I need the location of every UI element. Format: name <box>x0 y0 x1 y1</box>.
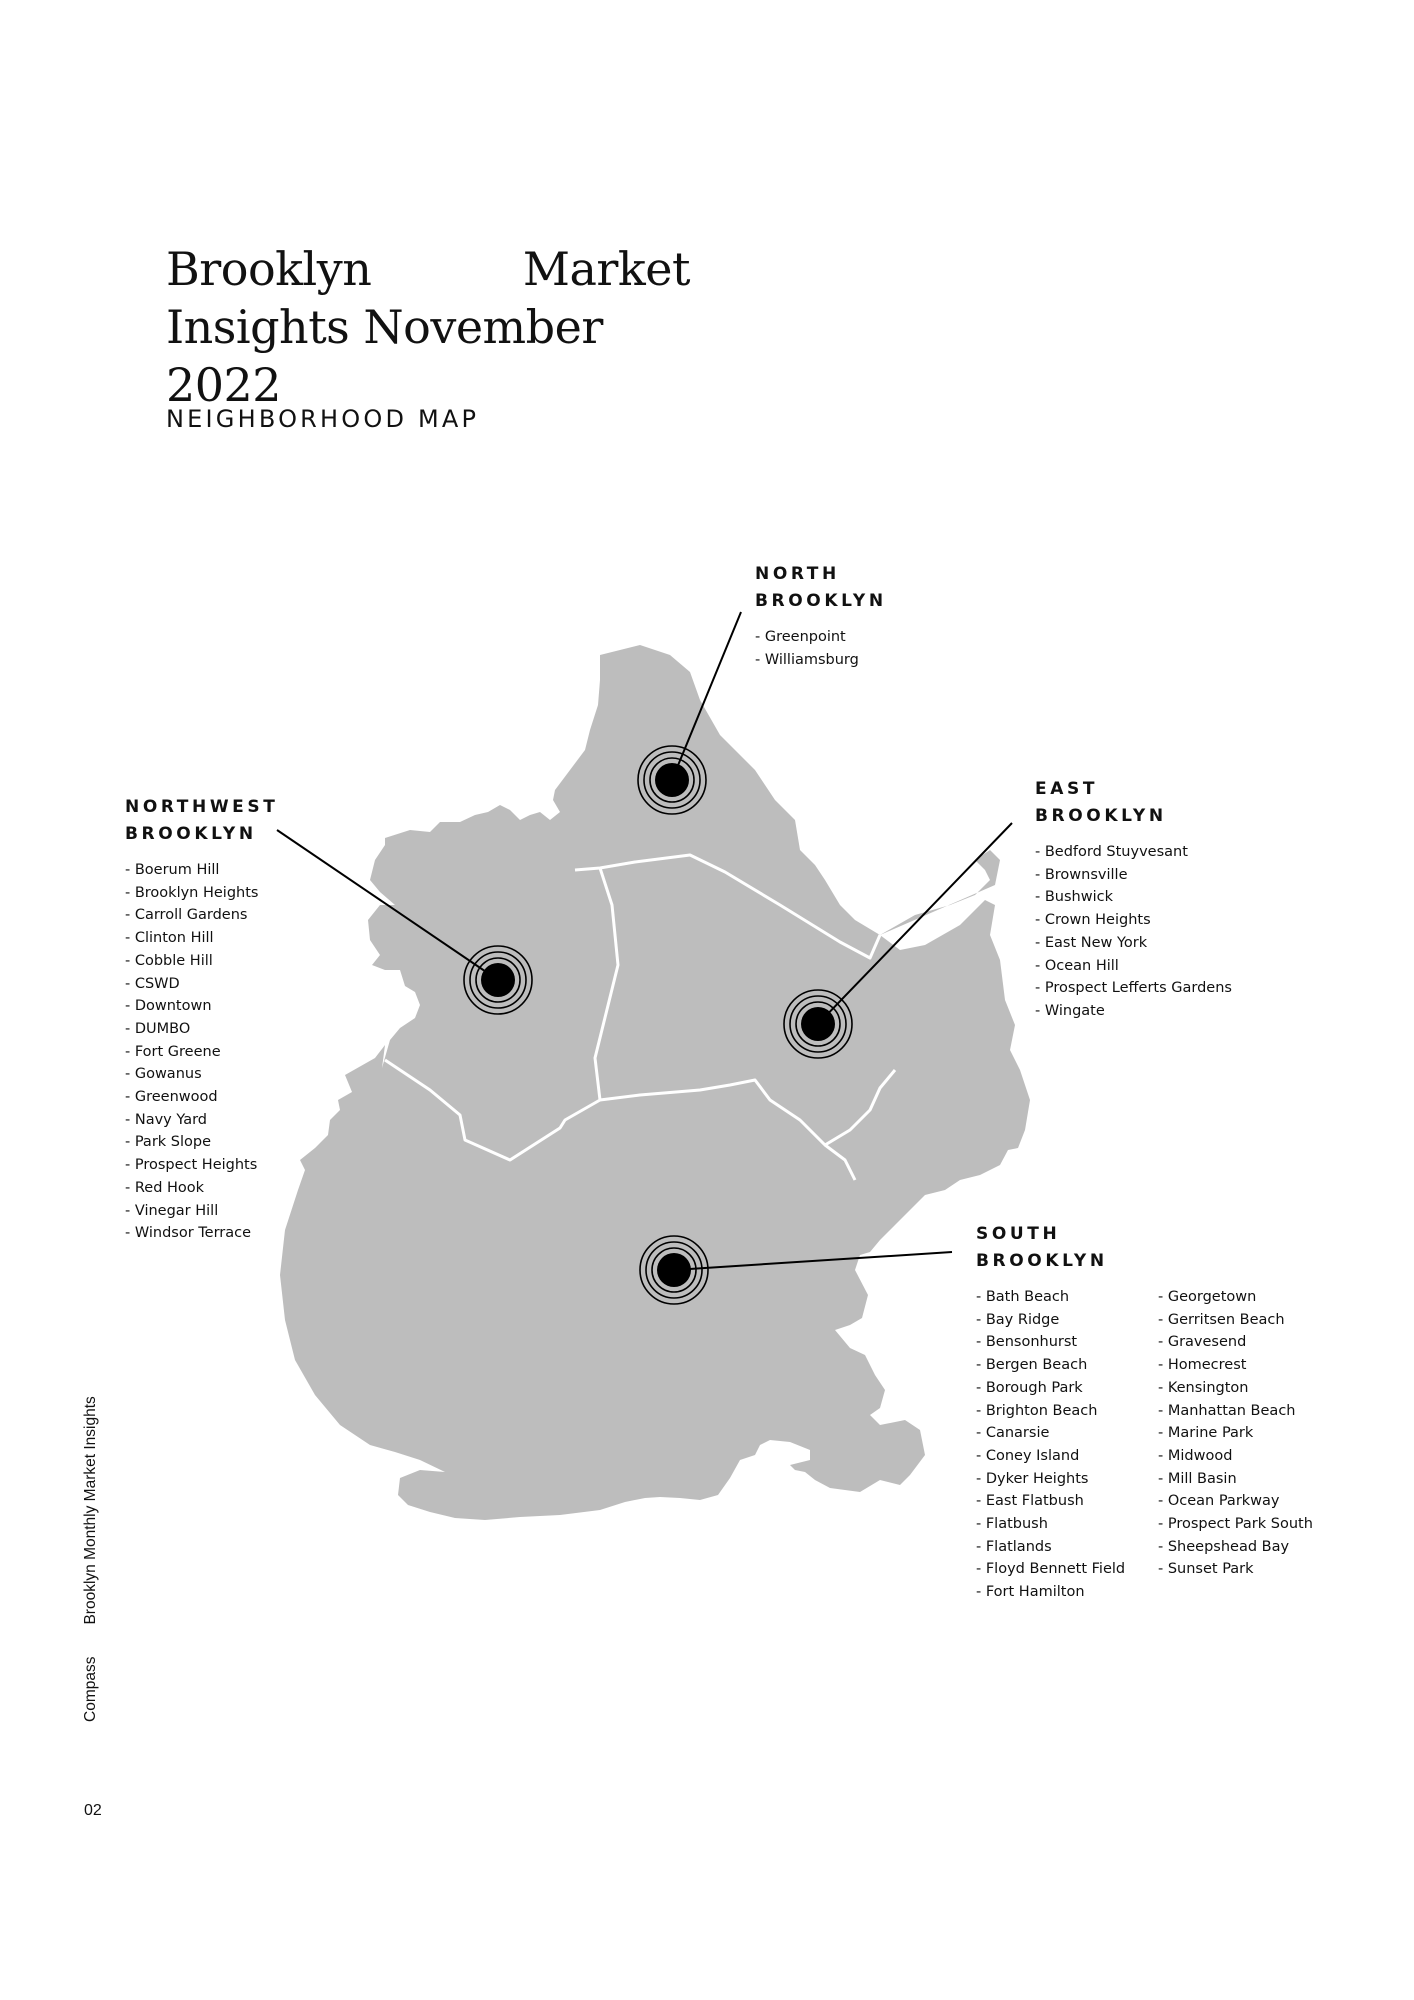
region-east-heading: EAST BROOKLYN <box>1035 779 1167 826</box>
neighborhood-item: - Canarsie <box>976 1422 1158 1445</box>
neighborhood-item: - Wingate <box>1035 1000 1232 1023</box>
neighborhood-item: - Fort Greene <box>125 1041 278 1064</box>
neighborhood-item: - Vinegar Hill <box>125 1200 278 1223</box>
neighborhood-item: - East Flatbush <box>976 1490 1158 1513</box>
neighborhood-item: - Flatbush <box>976 1513 1158 1536</box>
region-north-heading: NORTH BROOKLYN <box>755 564 887 611</box>
brand-name: Compass <box>82 1656 99 1722</box>
neighborhood-item: - Brownsville <box>1035 864 1232 887</box>
marker-dot-south <box>657 1253 691 1287</box>
neighborhood-item: - Floyd Bennett Field <box>976 1558 1158 1581</box>
neighborhood-item: - Navy Yard <box>125 1109 278 1132</box>
neighborhood-item: - Bath Beach <box>976 1286 1158 1309</box>
neighborhood-item: - DUMBO <box>125 1018 278 1041</box>
title-word-brooklyn: Brooklyn <box>166 242 372 296</box>
neighborhood-item: - Ocean Hill <box>1035 955 1232 978</box>
neighborhood-item: - Crown Heights <box>1035 909 1232 932</box>
neighborhood-item: - CSWD <box>125 973 278 996</box>
marker-east <box>784 823 1012 1058</box>
neighborhood-item: - Sunset Park <box>1158 1558 1313 1581</box>
neighborhood-item: - Park Slope <box>125 1131 278 1154</box>
neighborhood-item: - Carroll Gardens <box>125 904 278 927</box>
neighborhood-item: - Midwood <box>1158 1445 1313 1468</box>
marker-south <box>640 1236 952 1304</box>
neighborhood-item: - Red Hook <box>125 1177 278 1200</box>
neighborhood-item: - Gerritsen Beach <box>1158 1309 1313 1332</box>
neighborhood-item: - Kensington <box>1158 1377 1313 1400</box>
leader-line-east <box>818 823 1012 1024</box>
region-south-list-col2 <box>1158 1286 1313 1604</box>
region-northwest-heading: NORTHWEST BROOKLYN <box>125 797 279 844</box>
neighborhood-item: - Gowanus <box>125 1063 278 1086</box>
neighborhood-item: - Bushwick <box>1035 886 1232 909</box>
neighborhood-item: - Prospect Lefferts Gardens <box>1035 977 1232 1000</box>
neighborhood-item: - Sheepshead Bay <box>1158 1536 1313 1559</box>
neighborhood-item: - Downtown <box>125 995 278 1018</box>
marker-north <box>638 612 741 814</box>
neighborhood-item: - Prospect Park South <box>1158 1513 1313 1536</box>
region-northwest-list <box>125 859 278 1245</box>
region-south <box>976 1221 1313 1604</box>
marker-dot-north <box>655 763 689 797</box>
neighborhood-item: - Marine Park <box>1158 1422 1313 1445</box>
region-south-heading: SOUTH BROOKLYN <box>976 1224 1108 1271</box>
neighborhood-item: - Windsor Terrace <box>125 1222 278 1245</box>
neighborhood-item: - Cobble Hill <box>125 950 278 973</box>
neighborhood-item: - Borough Park <box>976 1377 1158 1400</box>
neighborhood-item: - Manhattan Beach <box>1158 1400 1313 1423</box>
neighborhood-item: - Flatlands <box>976 1536 1158 1559</box>
neighborhood-item: - Ocean Parkway <box>1158 1490 1313 1513</box>
neighborhood-item: - Bay Ridge <box>976 1309 1158 1332</box>
region-south-list-col1 <box>976 1286 1158 1604</box>
title-word-market: Market <box>522 242 690 296</box>
page-number: 02 <box>84 1802 102 1819</box>
neighborhood-item: - East New York <box>1035 932 1232 955</box>
region-north <box>755 561 887 671</box>
neighborhood-item: - Coney Island <box>976 1445 1158 1468</box>
neighborhood-item: - Mill Basin <box>1158 1468 1313 1491</box>
marker-northwest <box>277 830 532 1014</box>
marker-dot-east <box>801 1007 835 1041</box>
region-north-list <box>755 626 887 671</box>
neighborhood-item: - Bedford Stuyvesant <box>1035 841 1232 864</box>
region-east <box>1035 776 1232 1023</box>
neighborhood-item: - Greenwood <box>125 1086 278 1109</box>
neighborhood-item: - Boerum Hill <box>125 859 278 882</box>
neighborhood-item: - Brooklyn Heights <box>125 882 278 905</box>
marker-dot-northwest <box>481 963 515 997</box>
section-subtitle: NEIGHBORHOOD MAP <box>166 405 480 433</box>
title-line-2: Insights November 2022 <box>166 300 603 412</box>
neighborhood-item: - Prospect Heights <box>125 1154 278 1177</box>
leader-line-south <box>674 1252 952 1270</box>
neighborhood-item: - Williamsburg <box>755 649 887 672</box>
neighborhood-item: - Bergen Beach <box>976 1354 1158 1377</box>
neighborhood-item: - Homecrest <box>1158 1354 1313 1377</box>
neighborhood-item: - Fort Hamilton <box>976 1581 1158 1604</box>
neighborhood-item: - Dyker Heights <box>976 1468 1158 1491</box>
leader-line-northwest <box>277 830 498 980</box>
neighborhood-item: - Greenpoint <box>755 626 887 649</box>
neighborhood-item: - Georgetown <box>1158 1286 1313 1309</box>
neighborhood-item: - Clinton Hill <box>125 927 278 950</box>
neighborhood-item: - Brighton Beach <box>976 1400 1158 1423</box>
region-northwest <box>125 794 278 1245</box>
neighborhood-item: - Gravesend <box>1158 1331 1313 1354</box>
sidebar-running-head <box>82 1396 100 1722</box>
publication-name: Brooklyn Monthly Market Insights <box>82 1396 99 1625</box>
neighborhood-item: - Bensonhurst <box>976 1331 1158 1354</box>
region-east-list <box>1035 841 1232 1023</box>
